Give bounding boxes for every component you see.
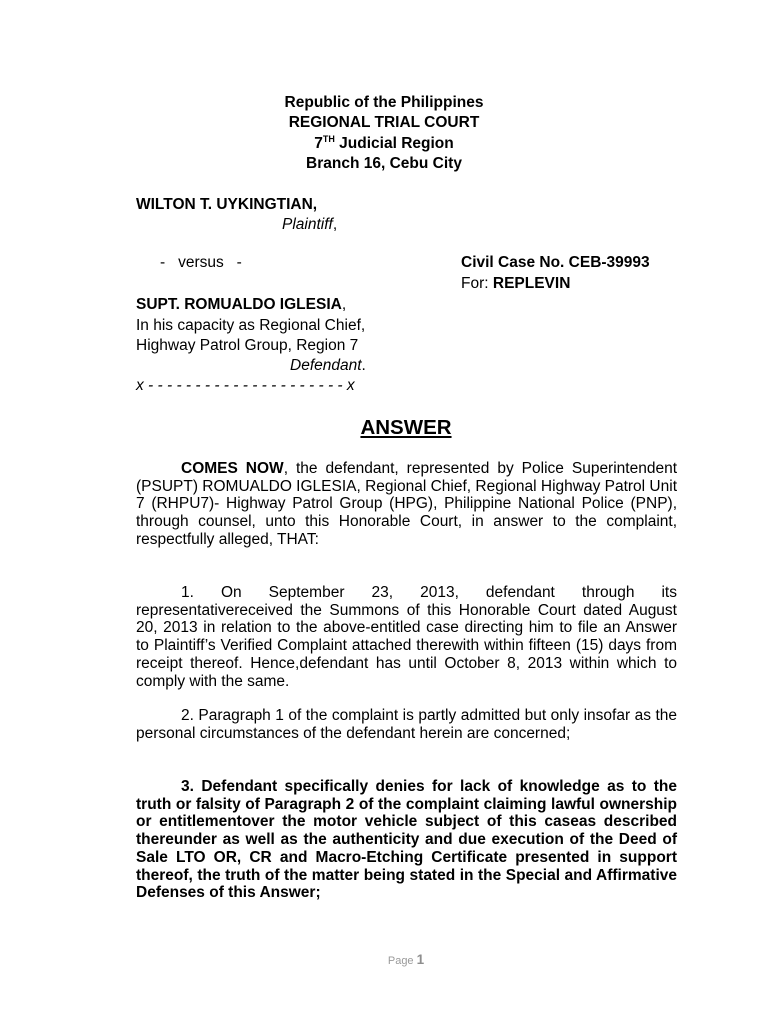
page-label: Page: [387, 955, 417, 967]
header-republic: Republic of the Philippines: [284, 94, 484, 111]
plaintiff-name: WILTON T. UYKINGTIAN,: [136, 196, 318, 213]
defendant-capacity: In his capacity as Regional Chief,: [136, 317, 366, 334]
plaintiff-role: [282, 215, 337, 235]
case-nature: [461, 274, 570, 294]
caption-separator: x - - - - - - - - - - - - - - - - - - - - - x: [136, 377, 355, 394]
plaintiff-role-comma: ,: [332, 216, 338, 233]
paragraph-2: [136, 707, 677, 742]
paragraph-2-text: Paragraph 1 of the complaint is partly admitted but only insofar as the personal circumstances of the defendant herein are concerned;: [136, 707, 677, 742]
region-suffix: TH: [322, 133, 335, 144]
paragraph-1-text: On September 23, 2013, defendant through its representativereceived the Summons of this Honorable Court dated August 20, 2013 in relation to the above-entitled case directing him to file an Answer to Plaintiff’s Verified Complaint attached therewith within fifteen (15) days from receipt thereof. Hence,defendant has until October 8, 2013 within which to comply with the same.: [136, 584, 677, 690]
intro-lead: COMES NOW: [181, 460, 284, 477]
document-title: ANSWER: [360, 416, 452, 439]
region-text: Judicial Region: [334, 134, 454, 152]
defendant-unit: Highway Patrol Group, Region 7: [136, 337, 359, 354]
header-branch: Branch 16, Cebu City: [306, 154, 462, 172]
defendant-name-text: SUPT. ROMUALDO IGLESIA: [136, 296, 342, 313]
defendant-role-label: Defendant: [290, 357, 362, 374]
paragraph-3: [136, 778, 677, 902]
case-nature-label: For:: [461, 275, 493, 292]
defendant-name: [136, 295, 346, 315]
defendant-role: [290, 356, 366, 376]
paragraph-2-number: 2.: [181, 707, 194, 724]
intro-paragraph: [136, 460, 677, 549]
defendant-name-comma: ,: [341, 296, 347, 313]
case-nature-value: REPLEVIN: [492, 275, 571, 292]
plaintiff-role-label: Plaintiff: [282, 216, 333, 233]
header-court: REGIONAL TRIAL COURT: [288, 114, 480, 132]
case-number: Civil Case No. CEB-39993: [461, 254, 650, 271]
paragraph-1: [136, 584, 677, 690]
versus-label: - versus -: [160, 254, 242, 271]
region-number: 7: [314, 134, 323, 152]
paragraph-1-number: 1.: [181, 584, 194, 601]
header-region: [0, 134, 768, 154]
paragraph-3-text: Defendant specifically denies for lack of knowledge as to the truth or falsity of Paragraph 2 of the complaint claiming lawful ownership or entitlementover the motor vehicle subject of this caseas described thereunder as well as the authenticity and due execution of the Deed of Sale LTO OR, CR and Macro-Etching Certificate presented in support thereof, the truth of the matter being stated in the Special and Affirmative Defenses of this Answer;: [136, 778, 677, 902]
court-header: [0, 93, 768, 174]
paragraph-3-number: 3.: [181, 778, 194, 795]
intro-text: , the defendant, represented by Police Superintendent (PSUPT) ROMUALDO IGLESIA, Regional Chief, Regional Highway Patrol Unit 7 (RHPU7)- Highway Patrol Group (HPG), Philippine National Police (PNP), through counsel, unto this Honorable Court, in answer to the complaint, respectfully alleged, THAT:: [136, 460, 678, 548]
defendant-role-period: .: [361, 357, 366, 374]
page-footer: [0, 952, 768, 967]
page-number: 1: [416, 952, 425, 967]
